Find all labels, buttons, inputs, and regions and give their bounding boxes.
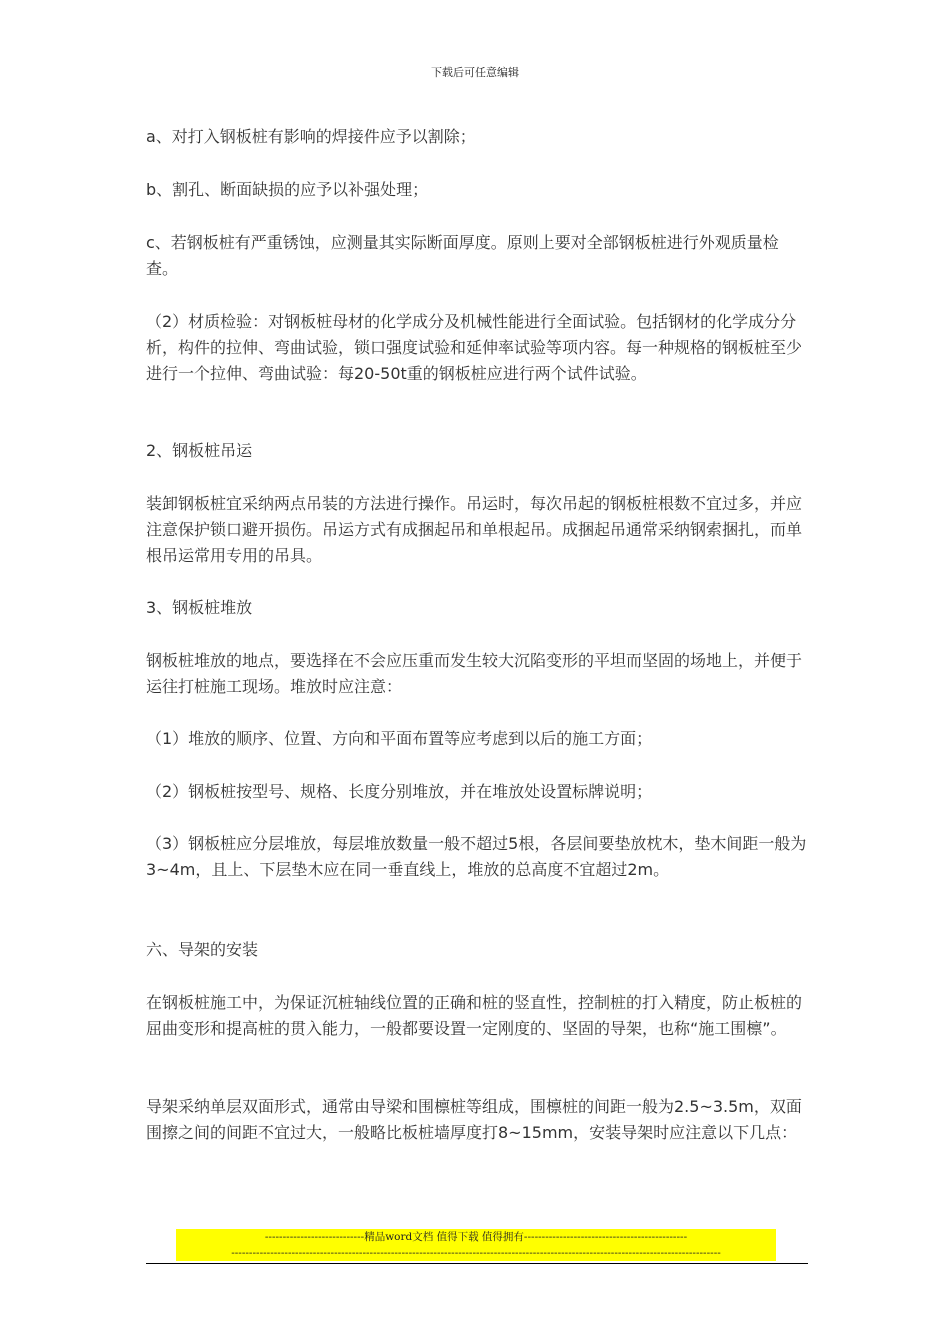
paragraph: 导架采纳单层双面形式，通常由导梁和围檩桩等组成，围檩桩的间距一般为2.5~3.5m，双面围擦之间的间距不宜过大，一般略比板桩墙厚度打8~15mm，安装导架时应注意以下几点：	[146, 1097, 802, 1142]
section-heading: 六、导架的安装	[146, 940, 259, 959]
list-item: （1）堆放的顺序、位置、方向和平面布置等应考虑到以后的施工方面；	[146, 729, 653, 748]
section-heading: 3、钢板桩堆放	[146, 598, 253, 617]
footer-dash-line: ------------------------------------------------------------------------------------------------------------------------------------------	[176, 1245, 776, 1261]
paragraph: c、若钢板桩有严重锈蚀，应测量其实际断面厚度。原则上要对全部钢板桩进行外观质量检查。	[146, 233, 779, 278]
paragraph: a、对打入钢板桩有影响的焊接件应予以割除；	[146, 127, 476, 146]
paragraph: 在钢板桩施工中，为保证沉桩轴线位置的正确和桩的竖直性，控制桩的打入精度，防止板桩的屈曲变形和提高桩的贯入能力，一般都要设置一定刚度的、坚固的导架，也称“施工围檩”。	[146, 993, 803, 1038]
list-item: （2）钢板桩按型号、规格、长度分别堆放，并在堆放处设置标牌说明；	[146, 782, 653, 801]
paragraph: 装卸钢板桩宜采纳两点吊装的方法进行操作。吊运时，每次吊起的钢板桩根数不宜过多，并应注意保护锁口避开损伤。吊运方式有成捆起吊和单根起吊。成捆起吊通常采纳钢索捆扎，而单根吊运常用专用的吊具。	[146, 494, 803, 565]
list-item: （3）钢板桩应分层堆放，每层堆放数量一般不超过5根，各层间要垫放枕木，垫木间距一般为3~4m，且上、下层垫木应在同一垂直线上，堆放的总高度不宜超过2m。	[146, 834, 807, 879]
footer-promo-line: ----------------------------精品word文档 值得下载 值得拥有----------------------------------------------	[176, 1229, 776, 1245]
page-header-note: 下载后可任意编辑	[431, 66, 519, 79]
paragraph: b、割孔、断面缺损的应予以补强处理；	[146, 180, 429, 199]
paragraph: （2）材质检验：对钢板桩母材的化学成分及机械性能进行全面试验。包括钢材的化学成分分析，构件的拉伸、弯曲试验，锁口强度试验和延伸率试验等项内容。每一种规格的钢板桩至少进行一个拉伸、弯曲试验：每20-50t重的钢板桩应进行两个试件试验。	[146, 312, 803, 383]
footer-divider	[146, 1263, 808, 1264]
section-heading: 2、钢板桩吊运	[146, 441, 253, 460]
paragraph: 钢板桩堆放的地点，要选择在不会应压重而发生较大沉陷变形的平坦而坚固的场地上，并便于运往打桩施工现场。堆放时应注意：	[146, 651, 803, 696]
